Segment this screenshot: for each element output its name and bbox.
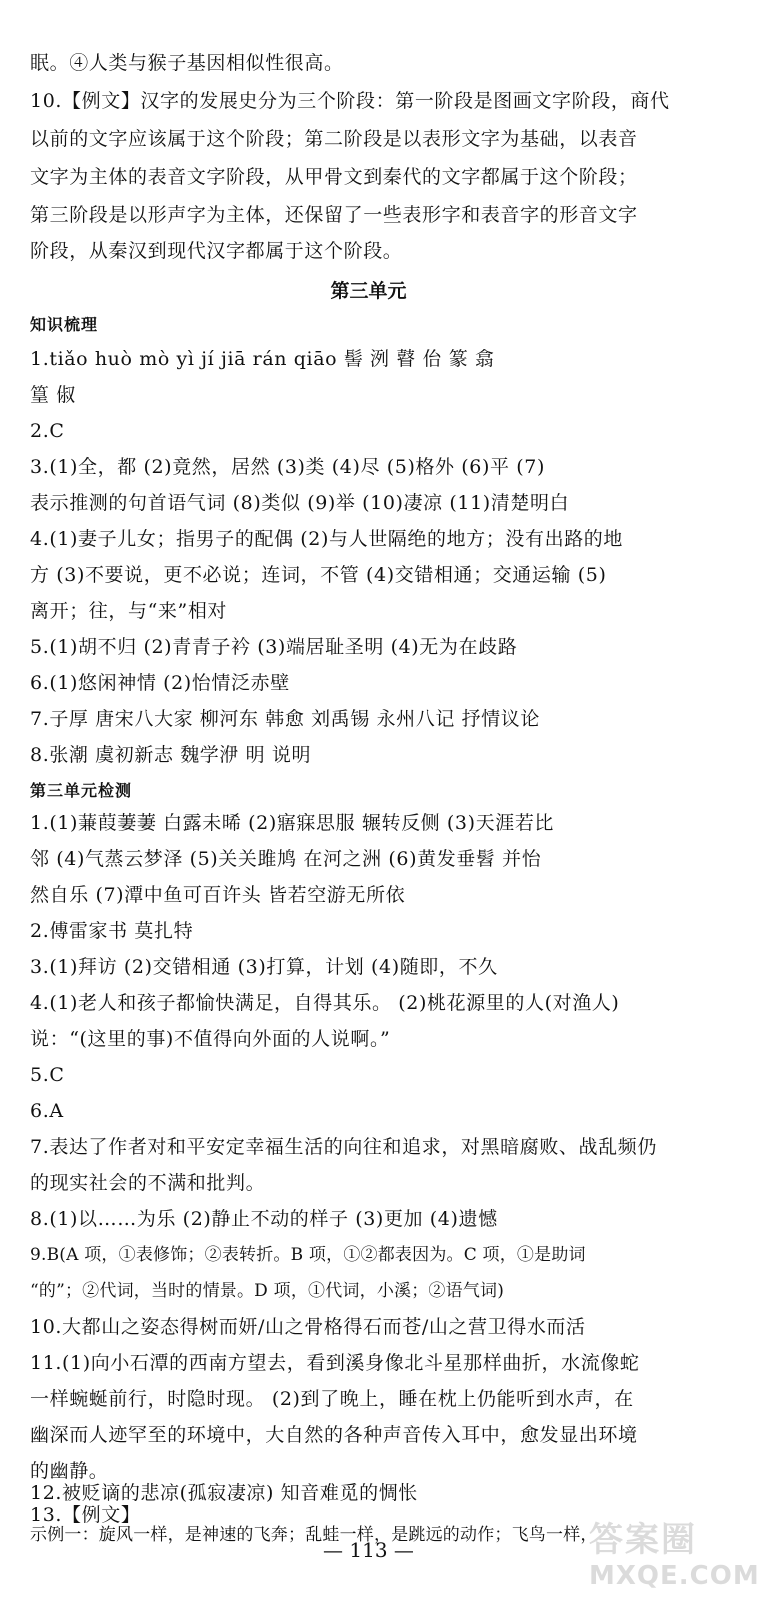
text-line: 2.傅雷家书 莫扎特 <box>30 920 194 942</box>
watermark-top: 答案圈 <box>589 1520 697 1560</box>
text-line: 方 (3)不要说，更不必说；连词，不管 (4)交错相通；交通运输 (5) <box>30 564 607 586</box>
text-line: 文字为主体的表音文字阶段，从甲骨文到秦代的文字都属于这个阶段； <box>30 166 638 188</box>
text-line: 3.(1)全，都 (2)竟然，居然 (3)类 (4)尽 (5)格外 (6)平 (7) <box>30 456 545 478</box>
section-title: 知识梳理 <box>30 315 99 334</box>
text-line: 7.子厚 唐宋八大家 柳河东 韩愈 刘禹锡 永州八记 抒情议论 <box>30 708 540 730</box>
text-line: 6.(1)悠闲神情 (2)怡情泛赤壁 <box>30 672 290 694</box>
section-title: 第三单元检测 <box>30 781 133 800</box>
text-line: 5.C <box>30 1064 65 1086</box>
text-line: 13.【例文】 <box>30 1504 141 1526</box>
text-line: 离开；往，与“来”相对 <box>30 600 228 622</box>
text-line: “的”；②代词，当时的情景。D 项，①代词，小溪；②语气词) <box>30 1281 505 1301</box>
text-line: 的现实社会的不满和批判。 <box>30 1172 266 1194</box>
watermark-logo <box>589 1512 760 1592</box>
text-line: 以前的文字应该属于这个阶段；第二阶段是以表形文字为基础，以表音 <box>30 128 638 150</box>
page-number: — 113 — <box>323 1538 414 1562</box>
text-line: 示例一：旋风一样，是神速的飞奔；乱蛙一样，是跳远的动作；飞鸟一样， <box>30 1525 598 1545</box>
text-line: 第三阶段是以形声字为主体，还保留了一些表形字和表音字的形音文字 <box>30 204 638 226</box>
text-line: 篁 俶 <box>30 384 76 406</box>
text-line: 1.(1)蒹葭萋萋 白露未晞 (2)寤寐思服 辗转反侧 (3)天涯若比 <box>30 812 555 834</box>
unit-title: 第三单元 <box>330 280 407 302</box>
text-line: 4.(1)妻子儿女；指男子的配偶 (2)与人世隔绝的地方；没有出路的地 <box>30 528 623 550</box>
text-line: 一样蜿蜒前行，时隐时现。 (2)到了晚上，睡在枕上仍能听到水声，在 <box>30 1388 634 1410</box>
text-line: 幽深而人迹罕至的环境中，大自然的各种声音传入耳中，愈发显出环境 <box>30 1424 638 1446</box>
text-line: 12.被贬谪的悲凉(孤寂凄凉) 知音难觅的惆怅 <box>30 1482 418 1504</box>
text-line: 9.B(A 项，①表修饰；②表转折。B 项，①②都表因为。C 项，①是助词 <box>30 1245 586 1265</box>
text-line: 眠。④人类与猴子基因相似性很高。 <box>30 52 344 74</box>
text-line: 2.C <box>30 420 65 442</box>
text-line: 10.大都山之姿态得树而妍/山之骨格得石而苍/山之营卫得水而活 <box>30 1316 586 1338</box>
text-line: 7.表达了作者对和平安定幸福生活的向往和追求，对黑暗腐败、战乱频仍 <box>30 1136 657 1158</box>
text-line: 3.(1)拜访 (2)交错相通 (3)打算，计划 (4)随即，不久 <box>30 956 498 978</box>
text-line: 10.【例文】汉字的发展史分为三个阶段：第一阶段是图画文字阶段，商代 <box>30 90 670 112</box>
text-line: 4.(1)老人和孩子都愉快满足，自得其乐。 (2)桃花源里的人(对渔人) <box>30 992 620 1014</box>
text-line: 11.(1)向小石潭的西南方望去，看到溪身像北斗星那样曲折，水流像蛇 <box>30 1352 640 1374</box>
text-line: 6.A <box>30 1100 64 1122</box>
text-line: 8.(1)以……为乐 (2)静止不动的样子 (3)更加 (4)遗憾 <box>30 1208 498 1230</box>
text-line: 然自乐 (7)潭中鱼可百许头 皆若空游无所依 <box>30 884 406 906</box>
text-line: 表示推测的句首语气词 (8)类似 (9)举 (10)凄凉 (11)清楚明白 <box>30 492 570 514</box>
text-line: 说：“(这里的事)不值得向外面的人说啊。” <box>30 1028 391 1050</box>
text-line: 1.tiǎo huò mò yì jí jiā rán qiāo 髻 洌 瞽 佁 篆 翕 <box>30 348 495 370</box>
text-line: 8.张潮 虞初新志 魏学洢 明 说明 <box>30 744 312 766</box>
text-line: 邻 (4)气蒸云梦泽 (5)关关雎鸠 在河之洲 (6)黄发垂髫 并怡 <box>30 848 542 870</box>
watermark-bottom: MXQE.COM <box>589 1561 760 1591</box>
text-line: 阶段，从秦汉到现代汉字都属于这个阶段。 <box>30 240 403 262</box>
text-line: 5.(1)胡不归 (2)青青子衿 (3)端居耻圣明 (4)无为在歧路 <box>30 636 518 658</box>
text-line: 的幽静。 <box>30 1460 109 1482</box>
